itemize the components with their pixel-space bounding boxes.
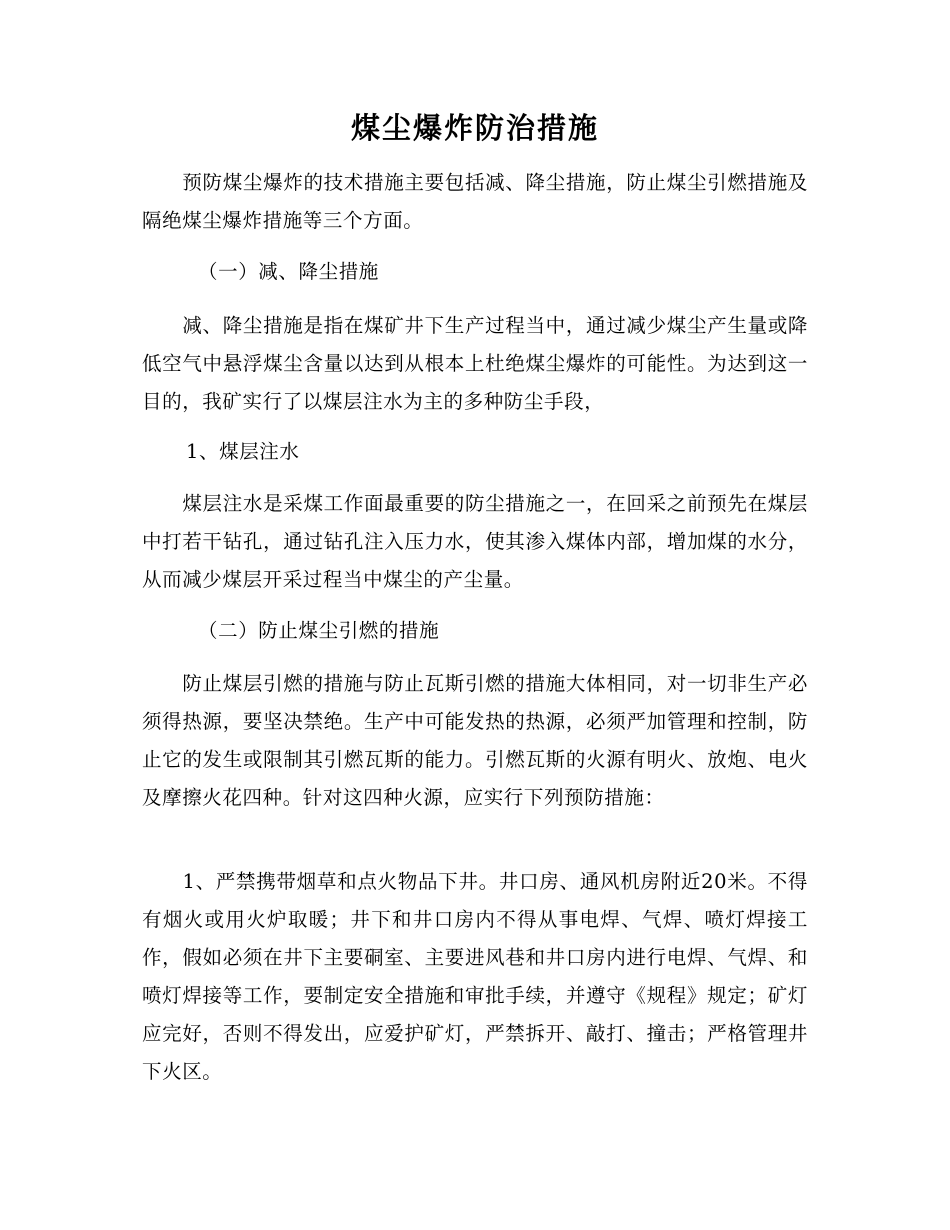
section-heading-dust-reduction: （一）减、降尘措施 — [198, 260, 379, 283]
section-heading-ignition-prevention: （二）防止煤尘引燃的措施 — [198, 619, 440, 642]
document-title: 煤尘爆炸防治措施 — [350, 111, 599, 145]
ignition-prevention-paragraph: 防止煤层引燃的措施与防止瓦斯引燃的措施大体相同，对一切非生产必须得热源，要坚决禁绝。生产中可能发热的热源，必须严加管理和控制，防止它的发生或限制其引燃瓦斯的能力。引燃瓦斯的火源有明火、放炮、电火及摩擦火花四种。针对这四种火源，应实行下列预防措施： — [142, 672, 808, 809]
intro-paragraph: 预防煤尘爆炸的技术措施主要包括减、降尘措施，防止煤尘引燃措施及隔绝煤尘爆炸措施等三个方面。 — [142, 171, 808, 232]
dust-reduction-paragraph: 减、降尘措施是指在煤矿井下生产过程当中，通过减少煤尘产生量或降低空气中悬浮煤尘含量以达到从根本上杜绝煤尘爆炸的可能性。为达到这一目的，我矿实行了以煤层注水为主的多种防尘手段， — [142, 314, 808, 413]
subheading-coal-seam-water-injection: 1、煤层注水 — [186, 440, 300, 463]
water-injection-paragraph: 煤层注水是采煤工作面最重要的防尘措施之一，在回采之前预先在煤层中打若干钻孔，通过钻孔注入压力水，使其渗入煤体内部，增加煤的水分，从而减少煤层开采过程当中煤尘的产尘量。 — [142, 492, 808, 591]
measure-item-1-paragraph: 1、严禁携带烟草和点火物品下井。井口房、通风机房附近20米。不得有烟火或用火炉取暖；井下和井口房内不得从事电焊、气焊、喷灯焊接工作，假如必须在井下主要硐室、主要进风巷和井口房内进行电焊、气焊、和喷灯焊接等工作，要制定安全措施和审批手续，并遵守《规程》规定；矿灯应完好，否则不得发出，应爱护矿灯，严禁拆开、敲打、撞击；严格管理井下火区。 — [142, 870, 808, 1083]
